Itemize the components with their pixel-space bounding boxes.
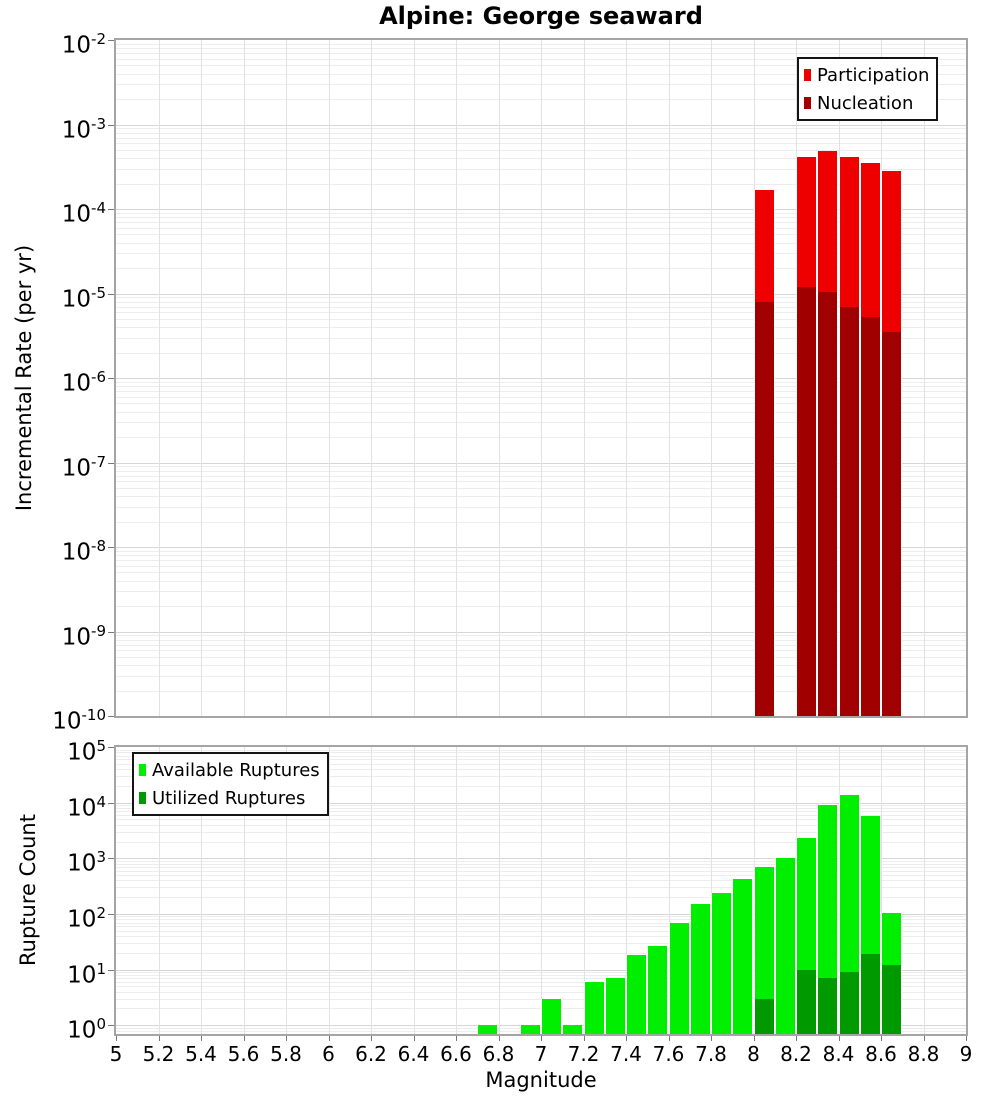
vertical-gridline — [286, 40, 287, 716]
vertical-gridline — [456, 40, 457, 716]
available-ruptures-bar — [541, 999, 562, 1034]
utilized-ruptures-bar — [817, 978, 838, 1034]
vertical-gridline — [711, 40, 712, 716]
x-tick — [796, 1036, 797, 1041]
vertical-gridline — [541, 747, 542, 1034]
x-tick-label: 6.4 — [397, 1042, 430, 1066]
y-tick — [108, 632, 114, 633]
x-tick-label: 7 — [534, 1042, 548, 1066]
x-tick-label: 8.2 — [780, 1042, 812, 1066]
y-tick-label: $10^4$ — [67, 792, 106, 822]
vertical-gridline — [371, 747, 372, 1034]
x-axis-title: Magnitude — [485, 1068, 597, 1092]
rate-legend — [797, 57, 938, 121]
available-ruptures-bar — [520, 1025, 541, 1034]
y-tick — [108, 40, 114, 41]
y-tick — [108, 970, 114, 971]
x-tick — [626, 1036, 627, 1041]
x-tick-label: 8.6 — [865, 1042, 897, 1066]
x-tick-label: 6.2 — [355, 1042, 387, 1066]
y-tick — [108, 716, 114, 717]
y-tick — [108, 294, 114, 295]
x-tick-label: 5.8 — [270, 1042, 302, 1066]
participation-swatch-icon — [804, 69, 811, 81]
x-tick — [371, 1036, 372, 1041]
nucleation-bar — [860, 317, 881, 716]
x-tick — [499, 1036, 500, 1041]
vertical-gridline — [329, 40, 330, 716]
y-tick — [108, 547, 114, 548]
x-tick-label: 6.8 — [482, 1042, 515, 1066]
available-ruptures-bar — [669, 923, 690, 1034]
x-tick-label: 5.6 — [227, 1042, 260, 1066]
x-tick — [711, 1036, 712, 1041]
available-ruptures-bar — [690, 904, 711, 1034]
y-tick-label: $10^{-5}$ — [61, 283, 106, 313]
y-tick — [108, 914, 114, 915]
utilized-ruptures-bar — [839, 972, 860, 1034]
x-tick — [669, 1036, 670, 1041]
x-tick — [839, 1036, 840, 1041]
rate-y-axis-title: Incremental Rate (per yr) — [12, 244, 36, 512]
y-tick-label: $10^{-2}$ — [61, 30, 106, 59]
nucleation-bar — [754, 302, 775, 716]
rate-plot-area — [116, 40, 966, 716]
x-tick — [584, 1036, 585, 1041]
x-tick-label: 8 — [747, 1042, 760, 1066]
x-tick-label: 6 — [322, 1042, 335, 1066]
nucleation-bar — [817, 292, 838, 716]
vertical-gridline — [541, 40, 542, 716]
x-tick-label: 7.6 — [652, 1042, 685, 1066]
vertical-gridline — [159, 40, 160, 716]
x-tick — [924, 1036, 925, 1041]
nucleation-bar — [796, 287, 817, 716]
y-tick-label: $10^{-8}$ — [61, 537, 106, 566]
x-tick-label: 9 — [959, 1042, 973, 1066]
utilized-ruptures-bar — [860, 954, 881, 1034]
x-tick-label: 5.2 — [142, 1042, 175, 1066]
x-tick-label: 5.4 — [185, 1042, 217, 1066]
page-title: Alpine: George seaward — [379, 2, 703, 30]
nucleation-bar — [839, 307, 860, 716]
vertical-gridline — [499, 40, 500, 716]
utilized-ruptures-bar — [754, 999, 775, 1034]
y-tick-label: $10^0$ — [67, 1015, 106, 1044]
available-ruptures-bar — [584, 982, 605, 1034]
x-tick — [244, 1036, 245, 1041]
y-tick — [108, 125, 114, 126]
available-ruptures-bar — [711, 893, 732, 1034]
y-tick — [108, 1025, 114, 1026]
y-tick — [108, 747, 114, 748]
x-tick — [456, 1036, 457, 1041]
x-tick — [286, 1036, 287, 1041]
x-tick — [966, 1036, 967, 1041]
vertical-gridline — [499, 747, 500, 1034]
x-tick-label: 8.4 — [822, 1042, 855, 1066]
vertical-gridline — [924, 40, 925, 716]
y-tick-label: $10^{-7}$ — [61, 452, 106, 482]
x-tick-label: 6.6 — [440, 1042, 472, 1066]
y-tick-label: $10^3$ — [67, 848, 106, 877]
legend-row-nucleation — [804, 89, 929, 117]
nucleation-legend-label: Nucleation — [817, 92, 914, 114]
y-tick-label: $10^{-10}$ — [52, 706, 106, 735]
y-tick-label: $10^5$ — [67, 737, 106, 766]
y-tick-label: $10^{-6}$ — [61, 368, 106, 397]
available-legend-label: Available Ruptures — [152, 759, 320, 781]
count-y-axis-title: Rupture Count — [16, 814, 40, 966]
vertical-gridline — [456, 747, 457, 1034]
x-tick-label: 7.4 — [610, 1042, 642, 1066]
available-ruptures-bar — [647, 946, 668, 1035]
x-tick — [414, 1036, 415, 1041]
utilized-ruptures-bar — [881, 965, 902, 1034]
available-ruptures-bar — [562, 1025, 583, 1034]
x-tick — [881, 1036, 882, 1041]
x-tick — [754, 1036, 755, 1041]
x-tick-label: 8.8 — [907, 1042, 940, 1066]
available-ruptures-swatch-icon — [139, 764, 146, 776]
y-tick-label: $10^2$ — [67, 903, 106, 933]
vertical-gridline — [414, 40, 415, 716]
y-tick — [108, 378, 114, 379]
vertical-gridline — [414, 747, 415, 1034]
available-ruptures-bar — [605, 978, 626, 1034]
vertical-gridline — [584, 40, 585, 716]
vertical-gridline — [626, 40, 627, 716]
nucleation-swatch-icon — [804, 97, 811, 109]
x-tick-label: 7.2 — [567, 1042, 600, 1066]
legend-row-utilized — [139, 784, 320, 812]
y-tick — [108, 858, 114, 859]
x-tick-label: 7.8 — [695, 1042, 727, 1066]
y-tick — [108, 463, 114, 464]
available-ruptures-bar — [732, 879, 753, 1034]
vertical-gridline — [201, 40, 202, 716]
nucleation-bar — [881, 332, 902, 716]
legend-row-available — [139, 756, 320, 784]
y-tick — [108, 803, 114, 804]
vertical-gridline — [371, 40, 372, 716]
utilized-ruptures-bar — [796, 970, 817, 1035]
x-tick — [159, 1036, 160, 1041]
vertical-gridline — [669, 40, 670, 716]
x-tick — [201, 1036, 202, 1041]
y-tick-label: $10^{-9}$ — [61, 621, 106, 651]
participation-legend-label: Participation — [817, 64, 930, 86]
x-tick — [329, 1036, 330, 1041]
vertical-gridline — [244, 40, 245, 716]
utilized-ruptures-swatch-icon — [139, 792, 146, 804]
legend-row-participation — [804, 61, 929, 89]
vertical-gridline — [924, 747, 925, 1034]
utilized-legend-label: Utilized Ruptures — [152, 787, 306, 809]
available-ruptures-bar — [775, 858, 796, 1034]
available-ruptures-bar — [626, 955, 647, 1034]
x-tick-label: 5 — [109, 1042, 123, 1066]
count-legend — [132, 752, 329, 816]
y-tick-label: $10^{-4}$ — [61, 199, 106, 228]
y-tick-label: $10^1$ — [67, 959, 106, 989]
x-tick — [541, 1036, 542, 1041]
available-ruptures-bar — [477, 1025, 498, 1034]
y-tick-label: $10^{-3}$ — [61, 114, 106, 144]
y-tick — [108, 209, 114, 210]
x-tick — [116, 1036, 117, 1041]
